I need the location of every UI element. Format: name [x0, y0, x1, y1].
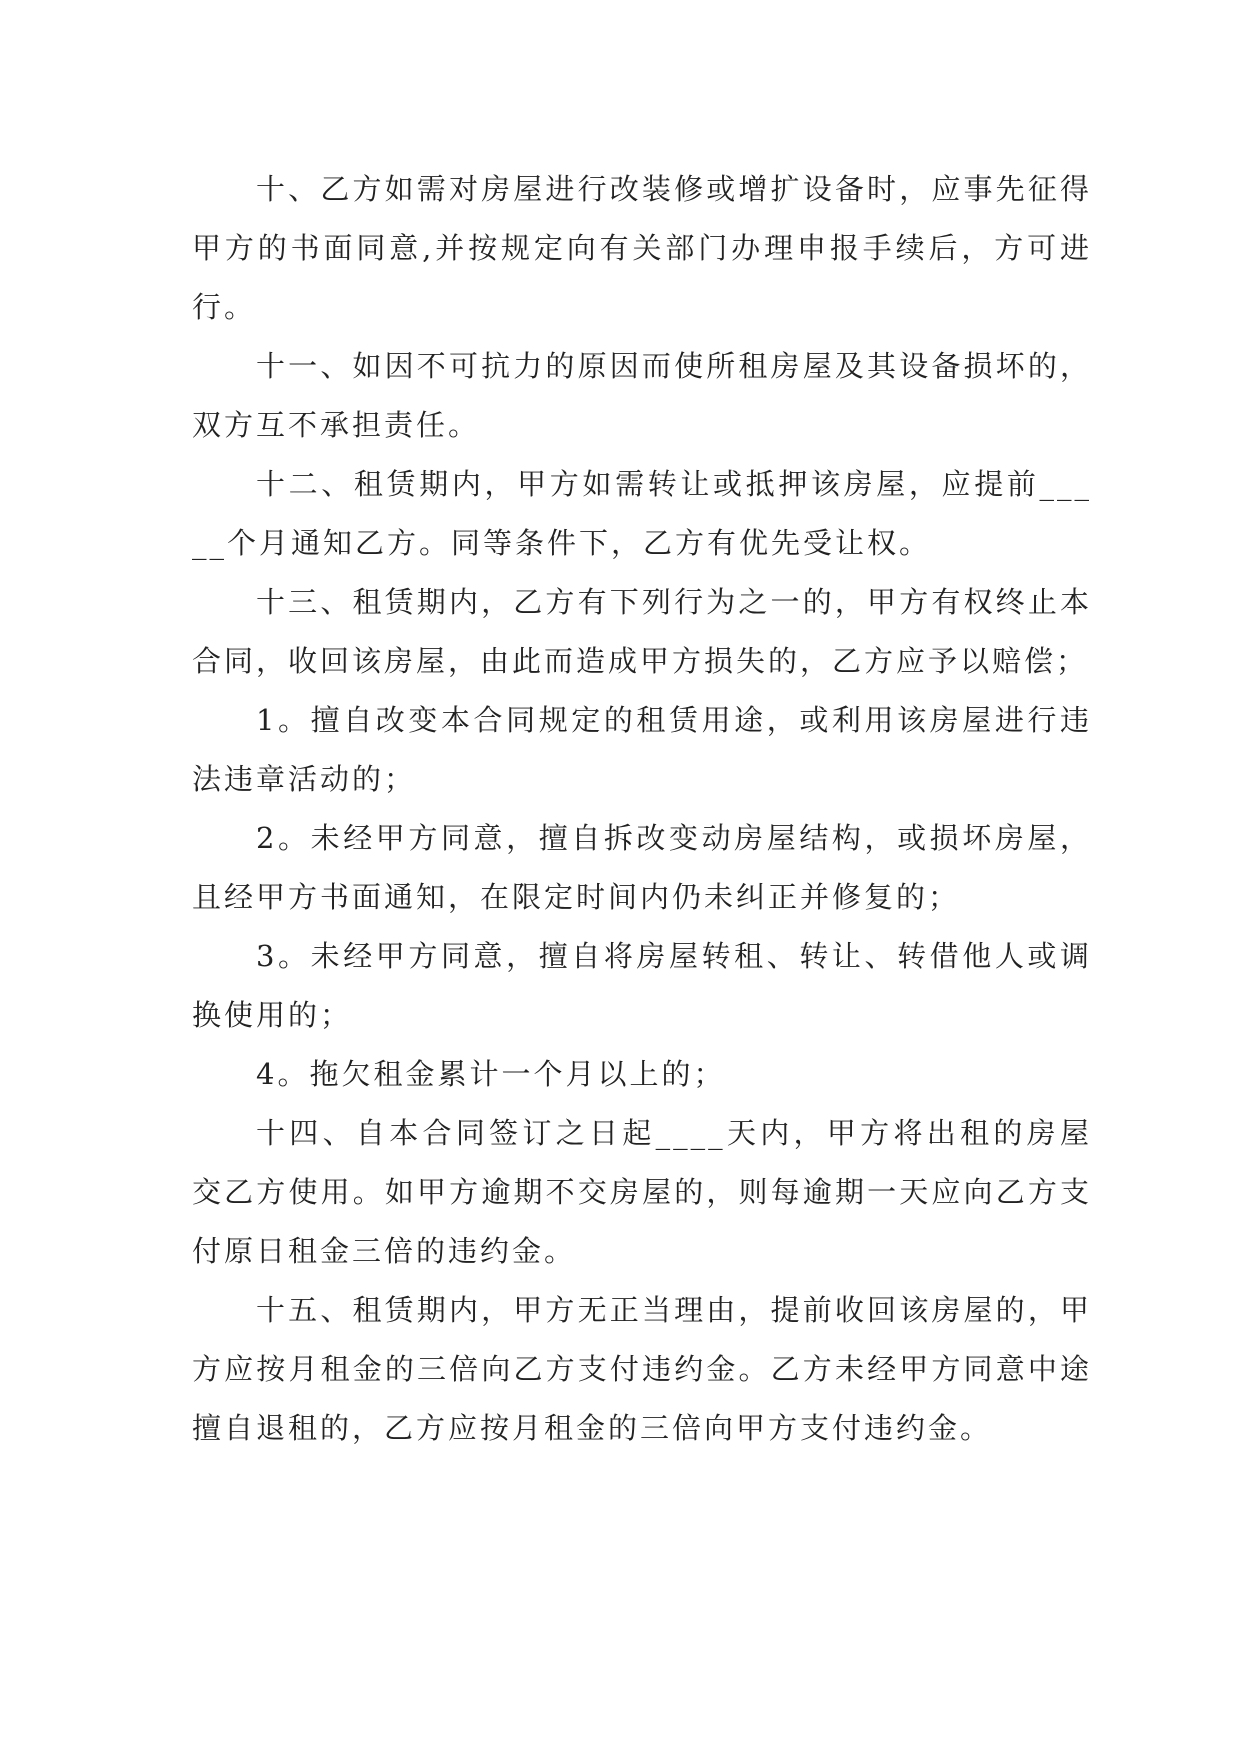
clause-13-item-3: 3。未经甲方同意，擅自将房屋转租、转让、转借他人或调换使用的； — [192, 939, 1092, 1032]
clause-13-item-2: 2。未经甲方同意，擅自拆改变动房屋结构，或损坏房屋，且经甲方书面通知，在限定时间内仍未纠正并修复的； — [192, 821, 1092, 914]
clause-10: 十、乙方如需对房屋进行改装修或增扩设备时，应事先征得甲方的书面同意,并按规定向有关部门办理申报手续后，方可进行。 — [192, 172, 1092, 324]
clause-14: 十四、自本合同签订之日起____天内，甲方将出租的房屋交乙方使用。如甲方逾期不交房屋的，则每逾期一天应向乙方支付原日租金三倍的违约金。 — [192, 1116, 1092, 1268]
clause-13-item-4: 4。拖欠租金累计一个月以上的； — [256, 1057, 726, 1091]
document-body — [192, 160, 1092, 1458]
clause-13: 十三、租赁期内，乙方有下列行为之一的，甲方有权终止本合同，收回该房屋，由此而造成甲方损失的，乙方应予以赔偿； — [192, 585, 1092, 678]
clause-15: 十五、租赁期内，甲方无正当理由，提前收回该房屋的，甲方应按月租金的三倍向乙方支付违约金。乙方未经甲方同意中途擅自退租的，乙方应按月租金的三倍向甲方支付违约金。 — [192, 1293, 1092, 1445]
clause-12: 十二、租赁期内，甲方如需转让或抵押该房屋，应提前_____个月通知乙方。同等条件下，乙方有优先受让权。 — [192, 467, 1092, 560]
clause-11: 十一、如因不可抗力的原因而使所租房屋及其设备损坏的，双方互不承担责任。 — [192, 349, 1092, 442]
clause-13-item-1: 1。擅自改变本合同规定的租赁用途，或利用该房屋进行违法违章活动的； — [192, 703, 1092, 796]
